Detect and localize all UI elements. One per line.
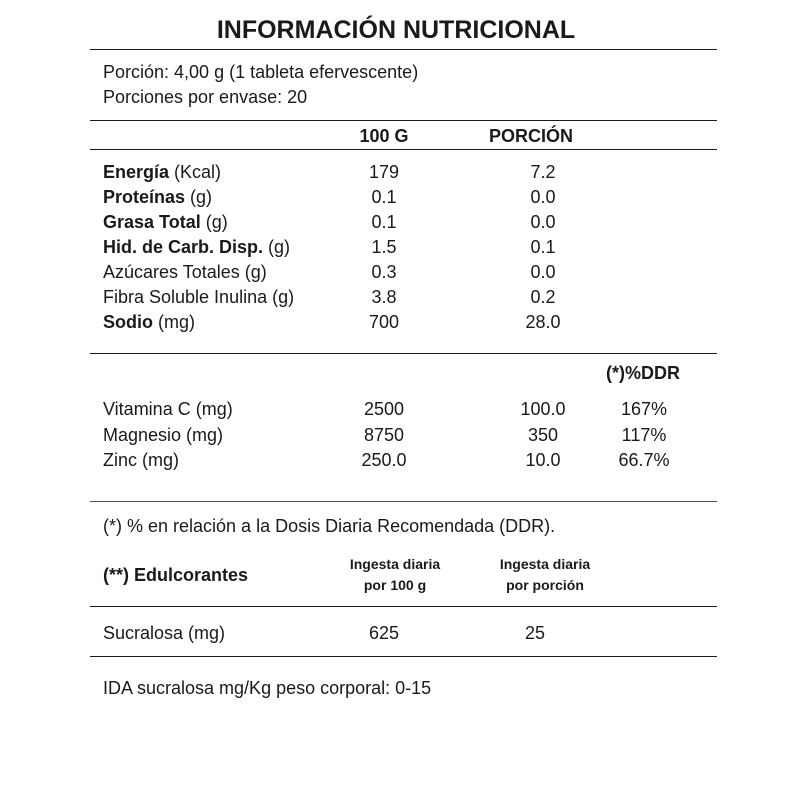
nutrient-name: Fibra Soluble Inulina (g)	[103, 287, 295, 307]
vitamin-value-portion: 10.0	[525, 450, 561, 470]
nutrient-value-100g: 0.3	[371, 262, 397, 282]
vitamin-value-100g: 250.0	[361, 450, 407, 470]
nutrient-name: Sodio (mg)	[103, 312, 195, 332]
divider	[90, 606, 717, 607]
nutrient-value-portion: 0.0	[530, 262, 556, 282]
nutrient-name: Proteínas (g)	[103, 187, 213, 207]
sweetener-column-header-100g: Ingesta diaria por 100 g	[349, 556, 441, 593]
sweetener-column-header-portion: Ingesta diaria por porción	[499, 556, 591, 593]
vitamin-value-portion: 350	[527, 425, 559, 445]
sweetener-name: Sucralosa (mg)	[103, 623, 226, 643]
vitamin-name: Vitamina C (mg)	[103, 399, 233, 419]
divider	[90, 501, 717, 502]
vitamin-value-100g: 2500	[363, 399, 405, 419]
nutrient-name: Grasa Total (g)	[103, 212, 228, 232]
divider	[90, 149, 717, 150]
sweetener-value-100g: 625	[368, 623, 400, 643]
vitamin-value-100g: 8750	[363, 425, 405, 445]
nutrient-value-portion: 7.2	[530, 162, 556, 182]
nutrient-value-portion: 28.0	[525, 312, 561, 332]
portion-size: Porción: 4,00 g (1 tableta efervescente)	[103, 62, 419, 82]
nutrient-value-portion: 0.1	[530, 237, 556, 257]
nutrient-value-100g: 1.5	[371, 237, 397, 257]
column-header-ddr: (*)%DDR	[606, 363, 680, 383]
divider	[90, 49, 717, 50]
vitamin-value-portion: 100.0	[520, 399, 566, 419]
vitamin-name: Zinc (mg)	[103, 450, 179, 470]
nutrient-name: Azúcares Totales (g)	[103, 262, 267, 282]
servings-per-package: Porciones por envase: 20	[103, 87, 308, 107]
vitamin-ddr: 167%	[620, 399, 668, 419]
nutrient-value-portion: 0.0	[530, 187, 556, 207]
sweeteners-label: (**) Edulcorantes	[103, 565, 249, 585]
divider	[90, 353, 717, 354]
label-title: INFORMACIÓN NUTRICIONAL	[216, 16, 576, 44]
ida-footnote: IDA sucralosa mg/Kg peso corporal: 0-15	[103, 678, 432, 698]
divider	[90, 656, 717, 657]
column-header-100g: 100 G	[359, 126, 409, 146]
vitamin-ddr: 117%	[621, 425, 667, 445]
ddr-footnote: (*) % en relación a la Dosis Diaria Recomendada (DDR).	[103, 516, 556, 536]
nutrient-value-100g: 179	[368, 162, 400, 182]
nutrient-value-100g: 0.1	[371, 212, 397, 232]
nutrient-name: Energía (Kcal)	[103, 162, 222, 182]
vitamin-ddr: 66.7%	[618, 450, 670, 470]
nutrient-value-100g: 700	[368, 312, 400, 332]
nutrient-name: Hid. de Carb. Disp. (g)	[103, 237, 291, 257]
nutrient-value-100g: 3.8	[371, 287, 397, 307]
column-header-portion: PORCIÓN	[488, 126, 573, 146]
sweetener-value-portion: 25	[524, 623, 546, 643]
nutrient-value-portion: 0.2	[530, 287, 556, 307]
vitamin-name: Magnesio (mg)	[103, 425, 224, 445]
nutrient-value-portion: 0.0	[530, 212, 556, 232]
nutrient-value-100g: 0.1	[371, 187, 397, 207]
divider	[90, 120, 717, 121]
